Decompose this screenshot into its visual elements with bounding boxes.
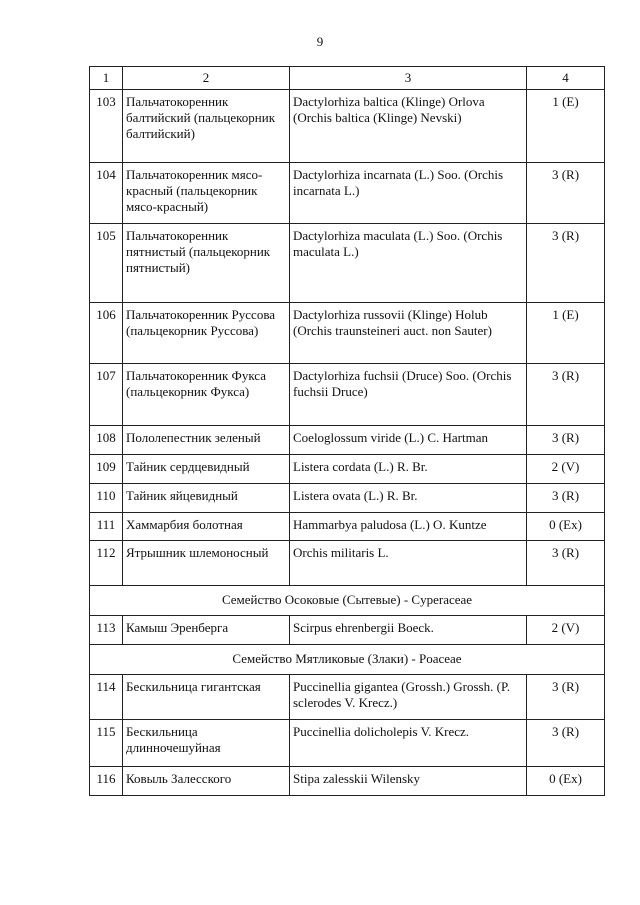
table-row bbox=[90, 484, 605, 513]
header-cell-name: 2 bbox=[123, 67, 290, 90]
latin-name: Scirpus ehrenbergii Boeck. bbox=[290, 616, 527, 645]
family-heading-row bbox=[90, 645, 605, 675]
species-name: Пальчатокоренник Руссова (пальцекорник Руссова) bbox=[123, 303, 290, 364]
family-heading: Семейство Осоковые (Сытевые) - Cyperaceae bbox=[90, 586, 605, 616]
status-category: 3 (R) bbox=[527, 426, 605, 455]
table-row bbox=[90, 426, 605, 455]
row-number: 112 bbox=[90, 541, 123, 586]
row-number: 103 bbox=[90, 90, 123, 163]
status-category: 2 (V) bbox=[527, 616, 605, 645]
species-name: Пальчатокоренник балтийский (пальцекорник балтийский) bbox=[123, 90, 290, 163]
latin-name: Stipa zalesskii Wilensky bbox=[290, 767, 527, 796]
table-row bbox=[90, 224, 605, 303]
status-category: 1 (E) bbox=[527, 303, 605, 364]
table-row bbox=[90, 616, 605, 645]
row-number: 114 bbox=[90, 675, 123, 720]
status-category: 0 (Ex) bbox=[527, 767, 605, 796]
species-name: Ятрышник шлемоносный bbox=[123, 541, 290, 586]
latin-name: Dactylorhiza russovii (Klinge) Holub (Orchis traunsteineri auct. non Sauter) bbox=[290, 303, 527, 364]
species-name: Бескильница длинночешуйная bbox=[123, 720, 290, 767]
table-row bbox=[90, 675, 605, 720]
species-name: Пальчатокоренник Фукса (пальцекорник Фукса) bbox=[123, 364, 290, 426]
row-number: 107 bbox=[90, 364, 123, 426]
row-number: 110 bbox=[90, 484, 123, 513]
table-header-row bbox=[90, 67, 605, 90]
status-category: 0 (Ex) bbox=[527, 513, 605, 541]
latin-name: Listera cordata (L.) R. Br. bbox=[290, 455, 527, 484]
species-name: Камыш Эренберга bbox=[123, 616, 290, 645]
species-name: Пальчатокоренник пятнистый (пальцекорник пятнистый) bbox=[123, 224, 290, 303]
table-row bbox=[90, 513, 605, 541]
species-table bbox=[89, 66, 605, 796]
species-name: Бескильница гигантская bbox=[123, 675, 290, 720]
latin-name: Dactylorhiza incarnata (L.) Soo. (Orchis incarnata L.) bbox=[290, 163, 527, 224]
table-row bbox=[90, 541, 605, 586]
status-category: 3 (R) bbox=[527, 675, 605, 720]
table-row bbox=[90, 364, 605, 426]
row-number: 105 bbox=[90, 224, 123, 303]
header-cell-status: 4 bbox=[527, 67, 605, 90]
latin-name: Hammarbya paludosa (L.) O. Kuntze bbox=[290, 513, 527, 541]
header-cell-number: 1 bbox=[90, 67, 123, 90]
species-name: Пальчатокоренник мясо-красный (пальцекорник мясо-красный) bbox=[123, 163, 290, 224]
row-number: 116 bbox=[90, 767, 123, 796]
latin-name: Puccinellia dolicholepis V. Krecz. bbox=[290, 720, 527, 767]
status-category: 3 (R) bbox=[527, 484, 605, 513]
status-category: 3 (R) bbox=[527, 364, 605, 426]
latin-name: Coeloglossum viride (L.) C. Hartman bbox=[290, 426, 527, 455]
table-row bbox=[90, 303, 605, 364]
status-category: 3 (R) bbox=[527, 720, 605, 767]
row-number: 113 bbox=[90, 616, 123, 645]
species-name: Тайник сердцевидный bbox=[123, 455, 290, 484]
table-row bbox=[90, 720, 605, 767]
table-row bbox=[90, 767, 605, 796]
status-category: 1 (E) bbox=[527, 90, 605, 163]
status-category: 3 (R) bbox=[527, 224, 605, 303]
latin-name: Dactylorhiza baltica (Klinge) Orlova (Orchis baltica (Klinge) Nevski) bbox=[290, 90, 527, 163]
row-number: 115 bbox=[90, 720, 123, 767]
latin-name: Listera ovata (L.) R. Br. bbox=[290, 484, 527, 513]
header-cell-latin: 3 bbox=[290, 67, 527, 90]
row-number: 108 bbox=[90, 426, 123, 455]
status-category: 2 (V) bbox=[527, 455, 605, 484]
latin-name: Orchis militaris L. bbox=[290, 541, 527, 586]
row-number: 111 bbox=[90, 513, 123, 541]
row-number: 106 bbox=[90, 303, 123, 364]
species-name: Тайник яйцевидный bbox=[123, 484, 290, 513]
table-row bbox=[90, 90, 605, 163]
species-name: Ковыль Залесского bbox=[123, 767, 290, 796]
species-name: Пололепестник зеленый bbox=[123, 426, 290, 455]
species-name: Хаммарбия болотная bbox=[123, 513, 290, 541]
row-number: 104 bbox=[90, 163, 123, 224]
latin-name: Puccinellia gigantea (Grossh.) Grossh. (P. sclerodes V. Krecz.) bbox=[290, 675, 527, 720]
status-category: 3 (R) bbox=[527, 163, 605, 224]
table-row bbox=[90, 163, 605, 224]
table-row bbox=[90, 455, 605, 484]
family-heading-row bbox=[90, 586, 605, 616]
row-number: 109 bbox=[90, 455, 123, 484]
status-category: 3 (R) bbox=[527, 541, 605, 586]
latin-name: Dactylorhiza fuchsii (Druce) Soo. (Orchis fuchsii Druce) bbox=[290, 364, 527, 426]
family-heading: Семейство Мятликовые (Злаки) - Poaceae bbox=[90, 645, 605, 675]
page-number: 9 bbox=[316, 34, 324, 49]
latin-name: Dactylorhiza maculata (L.) Soo. (Orchis maculata L.) bbox=[290, 224, 527, 303]
